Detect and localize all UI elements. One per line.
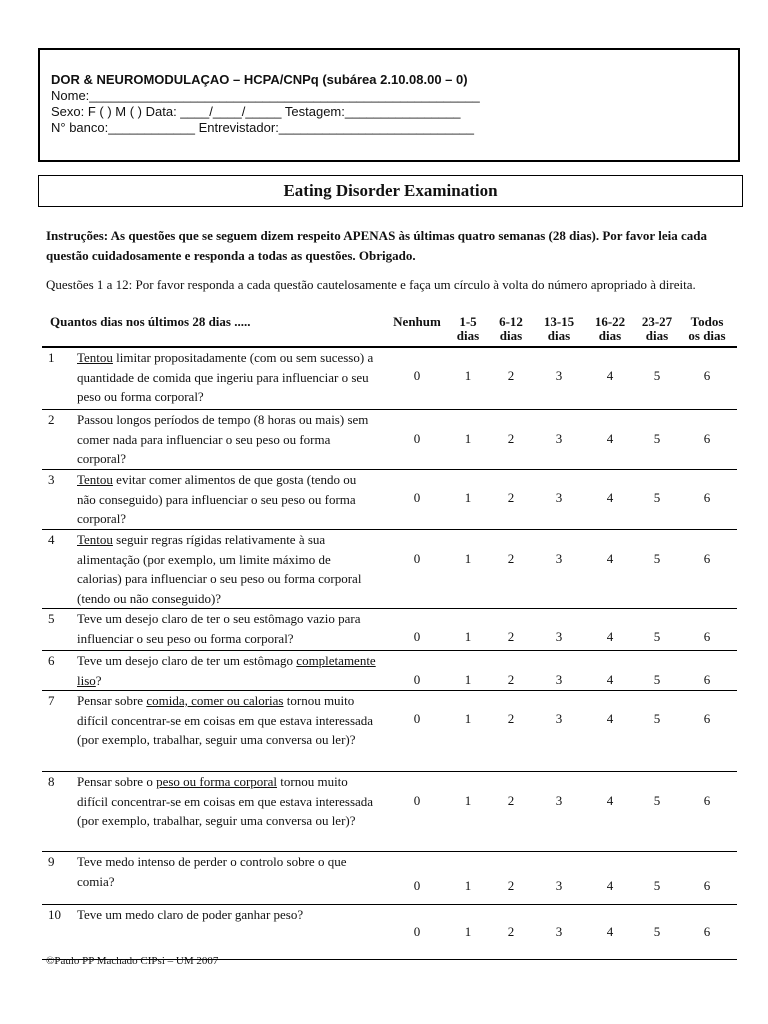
- scale-option-3[interactable]: 3: [555, 490, 563, 505]
- column-header-line2: os dias: [688, 328, 726, 343]
- scale-option-1[interactable]: 1: [464, 672, 472, 687]
- table-row: [42, 651, 737, 691]
- column-header-line2: dias: [598, 328, 622, 343]
- scale-option-0[interactable]: 0: [413, 878, 421, 893]
- scale-option-5[interactable]: 5: [653, 878, 661, 893]
- questions-intro: Questões 1 a 12: Por favor responda a cada questão cautelosamente e faça um círculo à volta do número apropriado à direita.: [46, 277, 696, 292]
- scale-option-1[interactable]: 1: [464, 924, 472, 939]
- page-title: Eating Disorder Examination: [38, 175, 743, 207]
- scale-option-2[interactable]: 2: [507, 878, 515, 893]
- question-text-underlined: Tentou: [77, 532, 113, 547]
- scale-option-6[interactable]: 6: [703, 793, 711, 808]
- question-text: [77, 470, 377, 529]
- scale-option-5[interactable]: 5: [653, 551, 661, 566]
- scale-option-4[interactable]: 4: [606, 711, 614, 726]
- question-text-prefix: Pensar sobre o: [77, 774, 157, 789]
- scale-option-2[interactable]: 2: [507, 924, 515, 939]
- column-header-line1: 1-5: [459, 314, 477, 329]
- scale-option-3[interactable]: 3: [555, 551, 563, 566]
- copyright-footer: ©Paulo PP Machado CIPsi – UM 2007: [46, 955, 219, 967]
- scale-option-2[interactable]: 2: [507, 711, 515, 726]
- column-header-line1: 13-15: [543, 314, 575, 329]
- question-number: 2: [48, 412, 55, 427]
- column-header-line1: Todos: [690, 314, 724, 329]
- scale-option-6[interactable]: 6: [703, 672, 711, 687]
- table-row: [42, 530, 737, 609]
- question-text-body: Teve um desejo claro de ter o seu estômago vazio para influenciar o seu peso ou forma corporal?: [77, 611, 361, 646]
- scale-option-1[interactable]: 1: [464, 551, 472, 566]
- question-text-rest: tornou muito difícil concentrar-se em coisas em que estava interessada (por exemplo, trabalhar, seguir uma conversa ou ler)?: [77, 774, 374, 828]
- scale-option-2[interactable]: 2: [507, 629, 515, 644]
- scale-option-0[interactable]: 0: [413, 368, 421, 383]
- column-header-line1: 16-22: [594, 314, 626, 329]
- scale-option-3[interactable]: 3: [555, 629, 563, 644]
- scale-option-0[interactable]: 0: [413, 431, 421, 446]
- table-header: [42, 311, 737, 348]
- column-header-line1: 23-27: [641, 314, 673, 329]
- table-row: [42, 852, 737, 905]
- scale-option-5[interactable]: 5: [653, 924, 661, 939]
- scale-option-5[interactable]: 5: [653, 629, 661, 644]
- question-text: [77, 530, 377, 608]
- scale-option-3[interactable]: 3: [555, 672, 563, 687]
- scale-option-3[interactable]: 3: [555, 924, 563, 939]
- question-number: 10: [48, 907, 61, 922]
- scale-option-5[interactable]: 5: [653, 711, 661, 726]
- questionnaire-table: [42, 311, 737, 960]
- scale-option-3[interactable]: 3: [555, 878, 563, 893]
- question-text: [77, 905, 377, 925]
- question-text-underlined: Tentou: [77, 350, 113, 365]
- scale-option-5[interactable]: 5: [653, 368, 661, 383]
- question-text-prefix: Teve um desejo claro de ter um estômago: [77, 653, 297, 668]
- table-row: [42, 410, 737, 470]
- question-text: [77, 410, 377, 469]
- question-text: [77, 772, 377, 831]
- question-text: [77, 609, 377, 648]
- question-text-rest: evitar comer alimentos de que gosta (tendo ou não conseguido) para influenciar o seu peso ou forma corporal?: [77, 472, 357, 526]
- scale-option-1[interactable]: 1: [464, 878, 472, 893]
- column-header-line2: dias: [547, 328, 571, 343]
- column-header-line1: 6-12: [499, 314, 523, 329]
- table-row: [42, 691, 737, 772]
- scale-option-4[interactable]: 4: [606, 924, 614, 939]
- scale-option-0[interactable]: 0: [413, 490, 421, 505]
- question-text-rest: seguir regras rígidas relativamente à sua alimentação (por exemplo, um limite máximo de calorias) para influenciar o seu peso ou forma corporal (tendo ou não conseguido)?: [77, 532, 362, 606]
- column-header-line2: dias: [499, 328, 523, 343]
- table-body: [42, 348, 737, 960]
- scale-option-5[interactable]: 5: [653, 672, 661, 687]
- scale-option-0[interactable]: 0: [413, 551, 421, 566]
- question-text-underlined: peso ou forma corporal: [156, 774, 278, 789]
- scale-option-0[interactable]: 0: [413, 629, 421, 644]
- question-text-body: Passou longos períodos de tempo (8 horas ou mais) sem comer nada para influenciar o seu peso ou forma corporal?: [77, 412, 369, 466]
- question-text-underlined: comida, comer ou calorias: [146, 693, 284, 708]
- scale-option-4[interactable]: 4: [606, 551, 614, 566]
- scale-option-4[interactable]: 4: [606, 431, 614, 446]
- scale-option-6[interactable]: 6: [703, 490, 711, 505]
- question-text: [77, 348, 377, 407]
- question-number: 7: [48, 693, 55, 708]
- scale-option-1[interactable]: 1: [464, 431, 472, 446]
- question-text: [77, 691, 377, 750]
- instructions: Instruções: As questões que se seguem dizem respeito APENAS às últimas quatro semanas (28 dias). Por favor leia cada questão cuidadosamente e responda a todas as questões. Obrigado.: [46, 228, 707, 263]
- column-header-line1: Nenhum: [393, 314, 441, 329]
- bank-interviewer-field[interactable]: N° banco:____________ Entrevistador:___________________________: [51, 120, 475, 135]
- column-header-line2: dias: [645, 328, 669, 343]
- scale-option-2[interactable]: 2: [507, 368, 515, 383]
- scale-option-1[interactable]: 1: [464, 368, 472, 383]
- scale-option-2[interactable]: 2: [507, 551, 515, 566]
- scale-option-4[interactable]: 4: [606, 878, 614, 893]
- scale-option-3[interactable]: 3: [555, 431, 563, 446]
- scale-option-0[interactable]: 0: [413, 672, 421, 687]
- scale-option-1[interactable]: 1: [464, 490, 472, 505]
- question-number: 8: [48, 774, 55, 789]
- scale-option-3[interactable]: 3: [555, 711, 563, 726]
- scale-option-1[interactable]: 1: [464, 711, 472, 726]
- question-text-prefix: Pensar sobre: [77, 693, 147, 708]
- study-title: DOR & NEUROMODULAÇAO – HCPA/CNPq (subárea 2.10.08.00 – 0): [51, 72, 468, 87]
- scale-option-0[interactable]: 0: [413, 793, 421, 808]
- header-box: [38, 48, 740, 162]
- scale-option-6[interactable]: 6: [703, 711, 711, 726]
- scale-option-2[interactable]: 2: [507, 793, 515, 808]
- scale-option-5[interactable]: 5: [653, 490, 661, 505]
- question-header: Quantos dias nos últimos 28 dias .....: [50, 314, 251, 329]
- scale-option-5[interactable]: 5: [653, 793, 661, 808]
- question-number: 5: [48, 611, 55, 626]
- scale-option-4[interactable]: 4: [606, 368, 614, 383]
- scale-option-4[interactable]: 4: [606, 672, 614, 687]
- scale-option-4[interactable]: 4: [606, 629, 614, 644]
- sex-date-field[interactable]: Sexo: F ( ) M ( ) Data: ____/____/_____ Testagem:________________: [51, 104, 461, 119]
- question-text-body: Teve um medo claro de poder ganhar peso?: [77, 907, 304, 922]
- scale-option-0[interactable]: 0: [413, 924, 421, 939]
- table-row: [42, 348, 737, 410]
- question-number: 4: [48, 532, 55, 547]
- question-text-rest: ?: [95, 672, 102, 688]
- question-number: 1: [48, 350, 55, 365]
- scale-option-3[interactable]: 3: [555, 368, 563, 383]
- question-number: 6: [48, 653, 55, 668]
- question-number: 3: [48, 472, 55, 487]
- question-text-underlined: Tentou: [77, 472, 113, 487]
- scale-option-6[interactable]: 6: [703, 551, 711, 566]
- question-number: 9: [48, 854, 55, 869]
- question-text: [77, 651, 377, 690]
- scale-option-6[interactable]: 6: [703, 368, 711, 383]
- question-text-rest: tornou muito difícil concentrar-se em coisas em que estava interessada (por exemplo, trabalhar, seguir uma conversa ou ler)?: [77, 693, 374, 747]
- table-row: [42, 609, 737, 651]
- question-text-body: Teve medo intenso de perder o controlo sobre o que comia?: [77, 854, 347, 889]
- table-row: [42, 905, 737, 960]
- question-text: [77, 852, 377, 891]
- scale-option-0[interactable]: 0: [413, 711, 421, 726]
- scale-option-6[interactable]: 6: [703, 431, 711, 446]
- question-text-rest: limitar propositadamente (com ou sem sucesso) a quantidade de comida que ingeriu para influenciar o seu peso ou forma corporal?: [77, 350, 374, 404]
- scale-option-5[interactable]: 5: [653, 431, 661, 446]
- scale-option-4[interactable]: 4: [606, 793, 614, 808]
- scale-option-2[interactable]: 2: [507, 672, 515, 687]
- table-row: [42, 470, 737, 530]
- name-field[interactable]: Nome:______________________________________________________: [51, 88, 480, 103]
- scale-option-6[interactable]: 6: [703, 878, 711, 893]
- scale-option-4[interactable]: 4: [606, 490, 614, 505]
- scale-option-3[interactable]: 3: [555, 793, 563, 808]
- scale-option-1[interactable]: 1: [464, 793, 472, 808]
- question-text-underlined: completamente liso: [77, 653, 376, 688]
- scale-option-2[interactable]: 2: [507, 431, 515, 446]
- column-header-line2: dias: [456, 328, 480, 343]
- column-header-6: [672, 315, 742, 343]
- table-row: [42, 772, 737, 852]
- scale-option-6[interactable]: 6: [703, 629, 711, 644]
- scale-option-2[interactable]: 2: [507, 490, 515, 505]
- scale-option-1[interactable]: 1: [464, 629, 472, 644]
- scale-option-6[interactable]: 6: [703, 924, 711, 939]
